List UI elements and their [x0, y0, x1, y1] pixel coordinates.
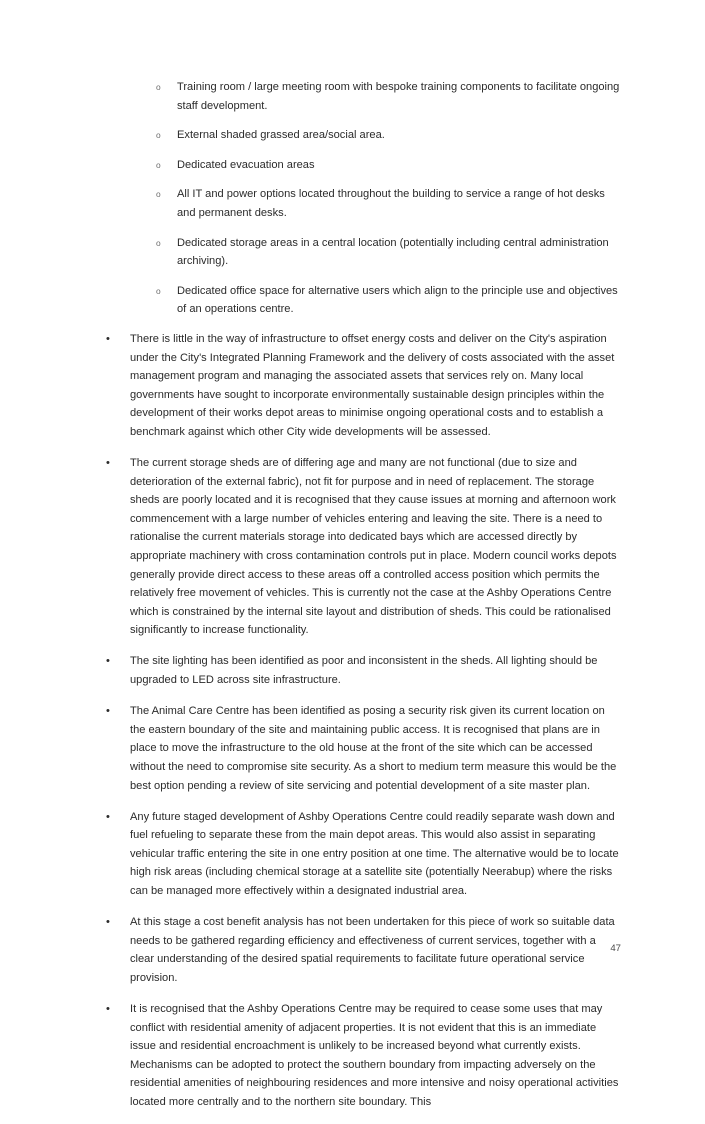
paragraph-text: Any future staged development of Ashby Operations Centre could readily separate wash down and fuel refueling to separate these from the main depot areas. This would also assist in separating vehicular traffic entering the site in one entry position at one time. The alternative would be to locate high risk areas (including chemical storage at a satellite site (potentially Neerabup) where the risks can be managed more effectively within a designated industrial area.: [130, 810, 619, 897]
sub-bullet-item: [0, 234, 705, 271]
sub-bullet-item: [0, 126, 705, 145]
sub-bullet-item: [0, 78, 705, 115]
sub-bullet-marker-icon: o: [156, 285, 161, 296]
paragraph-text: It is recognised that the Ashby Operations Centre may be required to cease some uses that may conflict with residential amenity of adjacent properties. It is not evident that this is an immediate issue and residential encroachment is unlikely to be increased beyond what currently exists. Mechanisms can be adopted to protect the southern boundary from impacting adversely on the residential amenities of neighbouring residences and more intensive and noisy operational activities located more centrally and to the northern site boundary. This: [130, 1002, 619, 1108]
sub-bullet-item: [0, 185, 705, 222]
bullet-marker-icon: •: [106, 705, 110, 718]
page-number: 47: [610, 943, 621, 954]
sub-bullet-item: [0, 282, 705, 319]
bullet-marker-icon: •: [106, 1002, 110, 1015]
bullet-marker-icon: •: [106, 457, 110, 469]
bullet-item: [0, 1000, 705, 1112]
paragraph-text: Dedicated evacuation areas: [177, 158, 315, 171]
paragraph-text: Dedicated office space for alternative users which align to the principle use and objectives of an operations centre.: [177, 284, 618, 316]
sub-bullet-marker-icon: o: [156, 189, 161, 200]
paragraph-text: There is little in the way of infrastructure to offset energy costs and deliver on the City's aspiration under the City's Integrated Planning Framework and the delivery of costs associated with the asset management program and managing the associated assets that services rely on. Many local governments have sought to incorporate environmentally sustainable design principles within the development of their works depot areas to minimise ongoing operational costs and to establish a benchmark against which other City wide developments will be assessed.: [130, 332, 615, 438]
sub-bullet-item: [0, 156, 705, 175]
paragraph-text: Dedicated storage areas in a central location (potentially including central administration archiving).: [177, 236, 609, 268]
bullet-item: [0, 652, 705, 689]
sub-bullet-marker-icon: o: [156, 82, 161, 92]
bullet-marker-icon: •: [106, 810, 110, 823]
paragraph-text: At this stage a cost benefit analysis has not been undertaken for this piece of work so suitable data needs to be gathered regarding efficiency and effectiveness of current services, together with a clear understanding of the desired spatial requirements to facilitate future operational service provision.: [130, 916, 615, 984]
bullet-item: [0, 330, 705, 442]
paragraph-text: External shaded grassed area/social area.: [177, 129, 385, 142]
sub-bullet-marker-icon: o: [156, 237, 161, 248]
bullet-marker-icon: •: [106, 332, 110, 345]
bullet-item: [0, 454, 705, 640]
sub-bullet-marker-icon: o: [156, 159, 161, 170]
paragraph-text: All IT and power options located throughout the building to service a range of hot desks and permanent desks.: [177, 188, 605, 219]
paragraph-text: The current storage sheds are of differing age and many are not functional (due to size and deterioration of the external fabric), not fit for purpose and in need of replacement. The storage sheds are poorly located and it is recognised that they cause issues at morning and afternoon work commencement with a large number of vehicles entering and leaving the site. There is a need to rationalise the current materials storage into dedicated bays which are accessed directly by appropriate machinery with cross contamination controls put in place. Modern council works depots generally provide direct access to these areas off a controlled access position which permits the relatively free movement of vehicles. This is currently not the case at the Ashby Operations Centre which is constrained by the internal site layout and distribution of sheds. This could be rationalised significantly to increase functionality.: [130, 457, 617, 637]
bullet-marker-icon: •: [106, 655, 110, 668]
bullet-list: [0, 78, 705, 1112]
paragraph-text: The site lighting has been identified as poor and inconsistent in the sheds. All lighting should be upgraded to LED across site infrastructure.: [130, 655, 598, 687]
bullet-item: [0, 808, 705, 901]
bullet-marker-icon: •: [106, 916, 110, 929]
page-content: [0, 78, 705, 1124]
sub-bullet-marker-icon: o: [156, 130, 161, 141]
paragraph-text: Training room / large meeting room with bespoke training components to facilitate ongoing staff development.: [177, 81, 620, 112]
bullet-item: [0, 702, 705, 795]
paragraph-text: The Animal Care Centre has been identified as posing a security risk given its current location on the eastern boundary of the site and maintaining public access. It is recognised that plans are in place to move the infrastructure to the old house at the front of the site which can be accessed without the need to compromise site security. As a short to medium term measure this would be the best option pending a review of site servicing and potential development of a site master plan.: [130, 705, 617, 792]
